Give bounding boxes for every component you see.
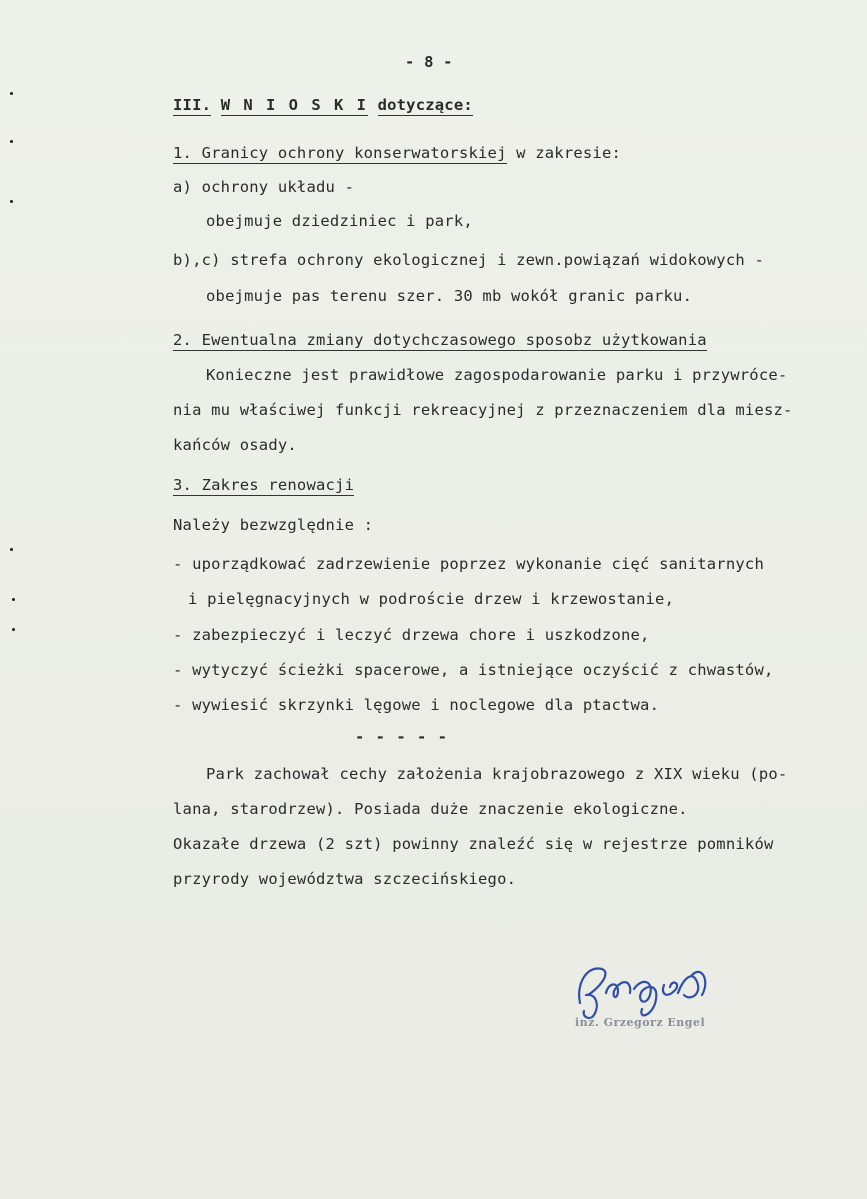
section1-a-text: obejmuje dziedziniec i park,: [206, 212, 473, 230]
section1-title: 1. Granicy ochrony konserwatorskiej: [173, 144, 507, 162]
margin-speck: [12, 628, 15, 631]
heading-suffix: dotyczące:: [377, 96, 473, 114]
closing-line-2: lana, starodrzew). Posiada duże znaczenie ekologiczne.: [173, 800, 688, 818]
margin-speck: [12, 598, 15, 601]
section1-a-label: a) ochrony układu -: [173, 178, 355, 196]
section1-bc-text: obejmuje pas terenu szer. 30 mb wokół granic parku.: [206, 287, 693, 305]
section2-line-2: nia mu właściwej funkcji rekreacyjnej z przeznaczeniem dla miesz-: [173, 401, 793, 419]
margin-speck: [10, 548, 13, 551]
handwritten-signature: [572, 955, 732, 1055]
page-number: - 8 -: [405, 53, 453, 71]
closing-line-1: Park zachował cechy założenia krajobrazowego z XIX wieku (po-: [206, 765, 788, 783]
section3-item-1-cont: i pielęgnacyjnych w podroście drzew i krzewostanie,: [188, 590, 675, 608]
section2-title: 2. Ewentualna zmiany dotychczasowego sposobz użytkowania: [173, 331, 707, 349]
section3-heading: [173, 475, 354, 495]
separator: - - - - -: [355, 728, 448, 746]
section-heading: [173, 95, 473, 115]
section3-intro: Należy bezwzględnie :: [173, 516, 374, 534]
heading-roman: III.: [173, 96, 212, 114]
margin-speck: [10, 92, 13, 95]
section3-item-1: - uporządkować zadrzewienie poprzez wykonanie cięć sanitarnych: [173, 555, 764, 573]
section3-item-2: - zabezpieczyć i leczyć drzewa chore i uszkodzone,: [173, 626, 650, 644]
heading-title: W N I O S K I: [220, 96, 369, 114]
section1-bc-label: b),c) strefa ochrony ekologicznej i zewn.powiązań widokowych -: [173, 251, 764, 269]
section3-item-3: - wytyczyć ścieżki spacerowe, a istniejące oczyścić z chwastów,: [173, 661, 774, 679]
section1-heading: [173, 143, 621, 163]
closing-line-3: Okazałe drzewa (2 szt) powinny znaleźć się w rejestrze pomników: [173, 835, 774, 853]
margin-speck: [10, 140, 13, 143]
section3-title: 3. Zakres renowacji: [173, 476, 355, 494]
closing-line-4: przyrody województwa szczecińskiego.: [173, 870, 517, 888]
margin-speck: [10, 200, 13, 203]
section2-line-3: kańców osady.: [173, 436, 297, 454]
signature-stamp: inż. Grzegorz Engel: [575, 1016, 706, 1029]
section2-line-1: Konieczne jest prawidłowe zagospodarowanie parku i przywróce-: [206, 366, 788, 384]
section2-heading: [173, 330, 707, 350]
section3-item-4: - wywiesić skrzynki lęgowe i noclegowe dla ptactwa.: [173, 696, 660, 714]
section1-title-suffix: w zakresie:: [516, 144, 622, 162]
